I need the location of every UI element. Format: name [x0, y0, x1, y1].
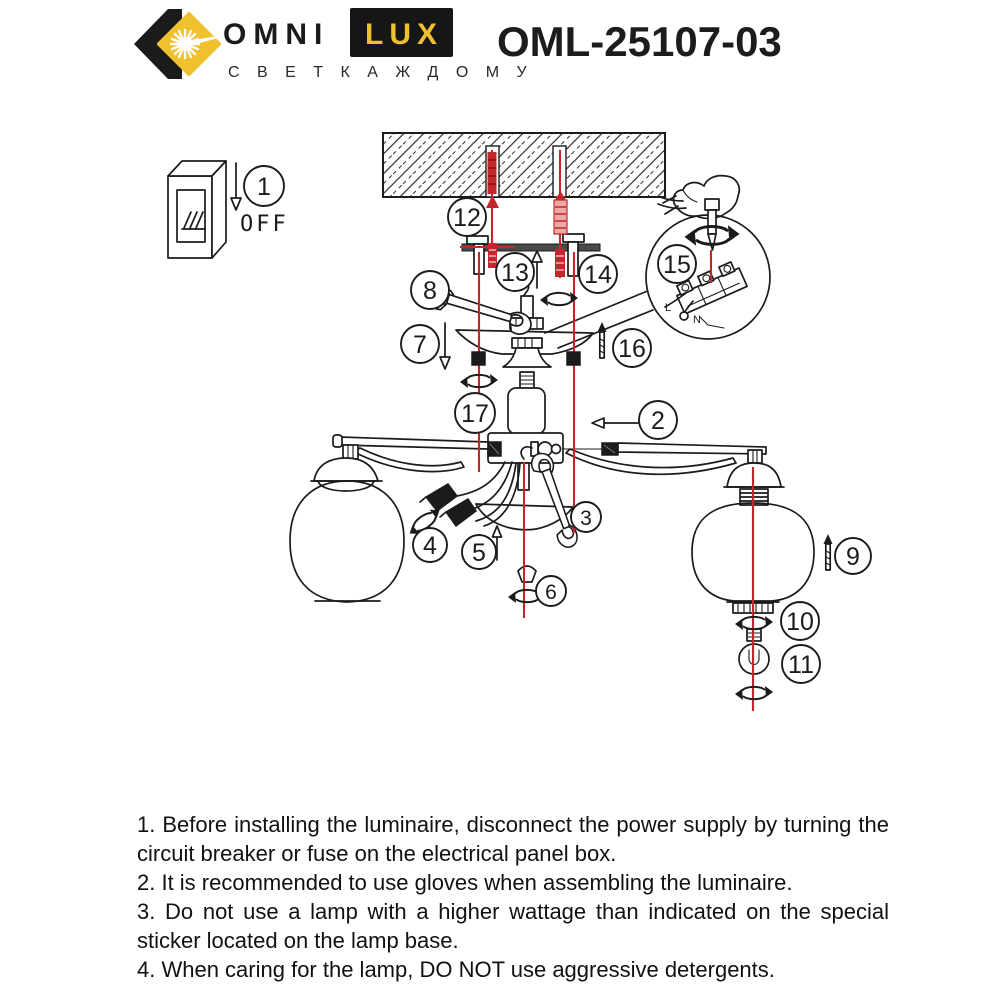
callout-13 [496, 253, 534, 291]
instruction-item-2: 2. It is recommended to use gloves when assembling the luminaire. [137, 870, 793, 895]
stem-cylinder [508, 388, 545, 434]
brand-word-omni: OMNI [223, 18, 330, 51]
left-arm [340, 437, 488, 449]
svg-text:5: 5 [472, 539, 486, 567]
callout-12 [448, 198, 486, 236]
canopy-nut [472, 352, 485, 365]
svg-text:3: 3 [580, 507, 592, 530]
canopy-nut [567, 352, 580, 365]
rotate-icon [540, 292, 578, 306]
svg-text:13: 13 [501, 259, 529, 287]
live-label: L [664, 302, 672, 314]
arm-bolt [552, 445, 561, 454]
svg-text:9: 9 [846, 543, 860, 571]
instructions-text [137, 810, 889, 984]
wire-terminal-dot [680, 312, 688, 320]
wire-connector-cap [426, 484, 457, 511]
svg-text:14: 14 [584, 261, 612, 289]
svg-text:2: 2 [651, 407, 665, 435]
svg-text:12: 12 [453, 204, 481, 232]
svg-text:8: 8 [423, 277, 437, 305]
callout-16 [613, 329, 651, 367]
svg-text:11: 11 [788, 651, 814, 679]
off-label: OFF [240, 212, 289, 237]
instruction-item-1: 1. Before installing the luminaire, disconnect the power supply by turning the circuit breaker or fuse on the electrical panel box. [137, 812, 889, 866]
finial [518, 566, 536, 582]
instruction-item-3: 3. Do not use a lamp with a higher wattage than indicated on the special sticker located on the lamp base. [137, 899, 889, 953]
left-lamp [290, 445, 404, 602]
bolt-head [467, 236, 488, 244]
callout-pointer-line [545, 290, 650, 333]
wire-connector-cap [446, 499, 476, 526]
callout-2 [639, 401, 677, 439]
svg-text:7: 7 [413, 331, 427, 359]
callout-5 [462, 535, 496, 569]
callout-1 [244, 166, 284, 206]
hand-with-wires-sketch [658, 176, 739, 219]
model-number: OML-25107-03 [497, 18, 782, 65]
svg-text:6: 6 [545, 581, 557, 604]
svg-text:15: 15 [663, 251, 691, 279]
direction-arrows [440, 251, 833, 570]
right-arm [618, 443, 766, 454]
svg-text:10: 10 [786, 608, 814, 636]
callout-3 [571, 502, 601, 532]
callout-6 [536, 576, 566, 606]
callout-7 [401, 325, 439, 363]
callout-10 [781, 602, 819, 640]
svg-text:4: 4 [423, 532, 437, 560]
svg-text:1: 1 [257, 173, 271, 201]
anchor-sleeve [554, 200, 567, 234]
brand-word-lux: LUX [365, 18, 443, 51]
brand-tagline: С В Е Т К А Ж Д О М У [228, 64, 534, 81]
callout-4 [413, 528, 447, 562]
bolt-head [563, 234, 584, 242]
instruction-item-4: 4. When caring for the lamp, DO NOT use aggressive detergents. [137, 957, 775, 982]
neutral-label: N [693, 314, 701, 326]
callout-17 [455, 393, 495, 433]
callout-8 [411, 271, 449, 309]
callout-14 [579, 255, 617, 293]
callout-9 [835, 538, 871, 574]
callout-15 [658, 245, 696, 283]
ceiling [383, 133, 665, 197]
glass-shade-left [290, 481, 404, 602]
svg-text:17: 17 [461, 400, 489, 428]
callout-11 [782, 645, 820, 683]
shade-fitter [314, 458, 378, 481]
svg-text:16: 16 [618, 335, 646, 363]
